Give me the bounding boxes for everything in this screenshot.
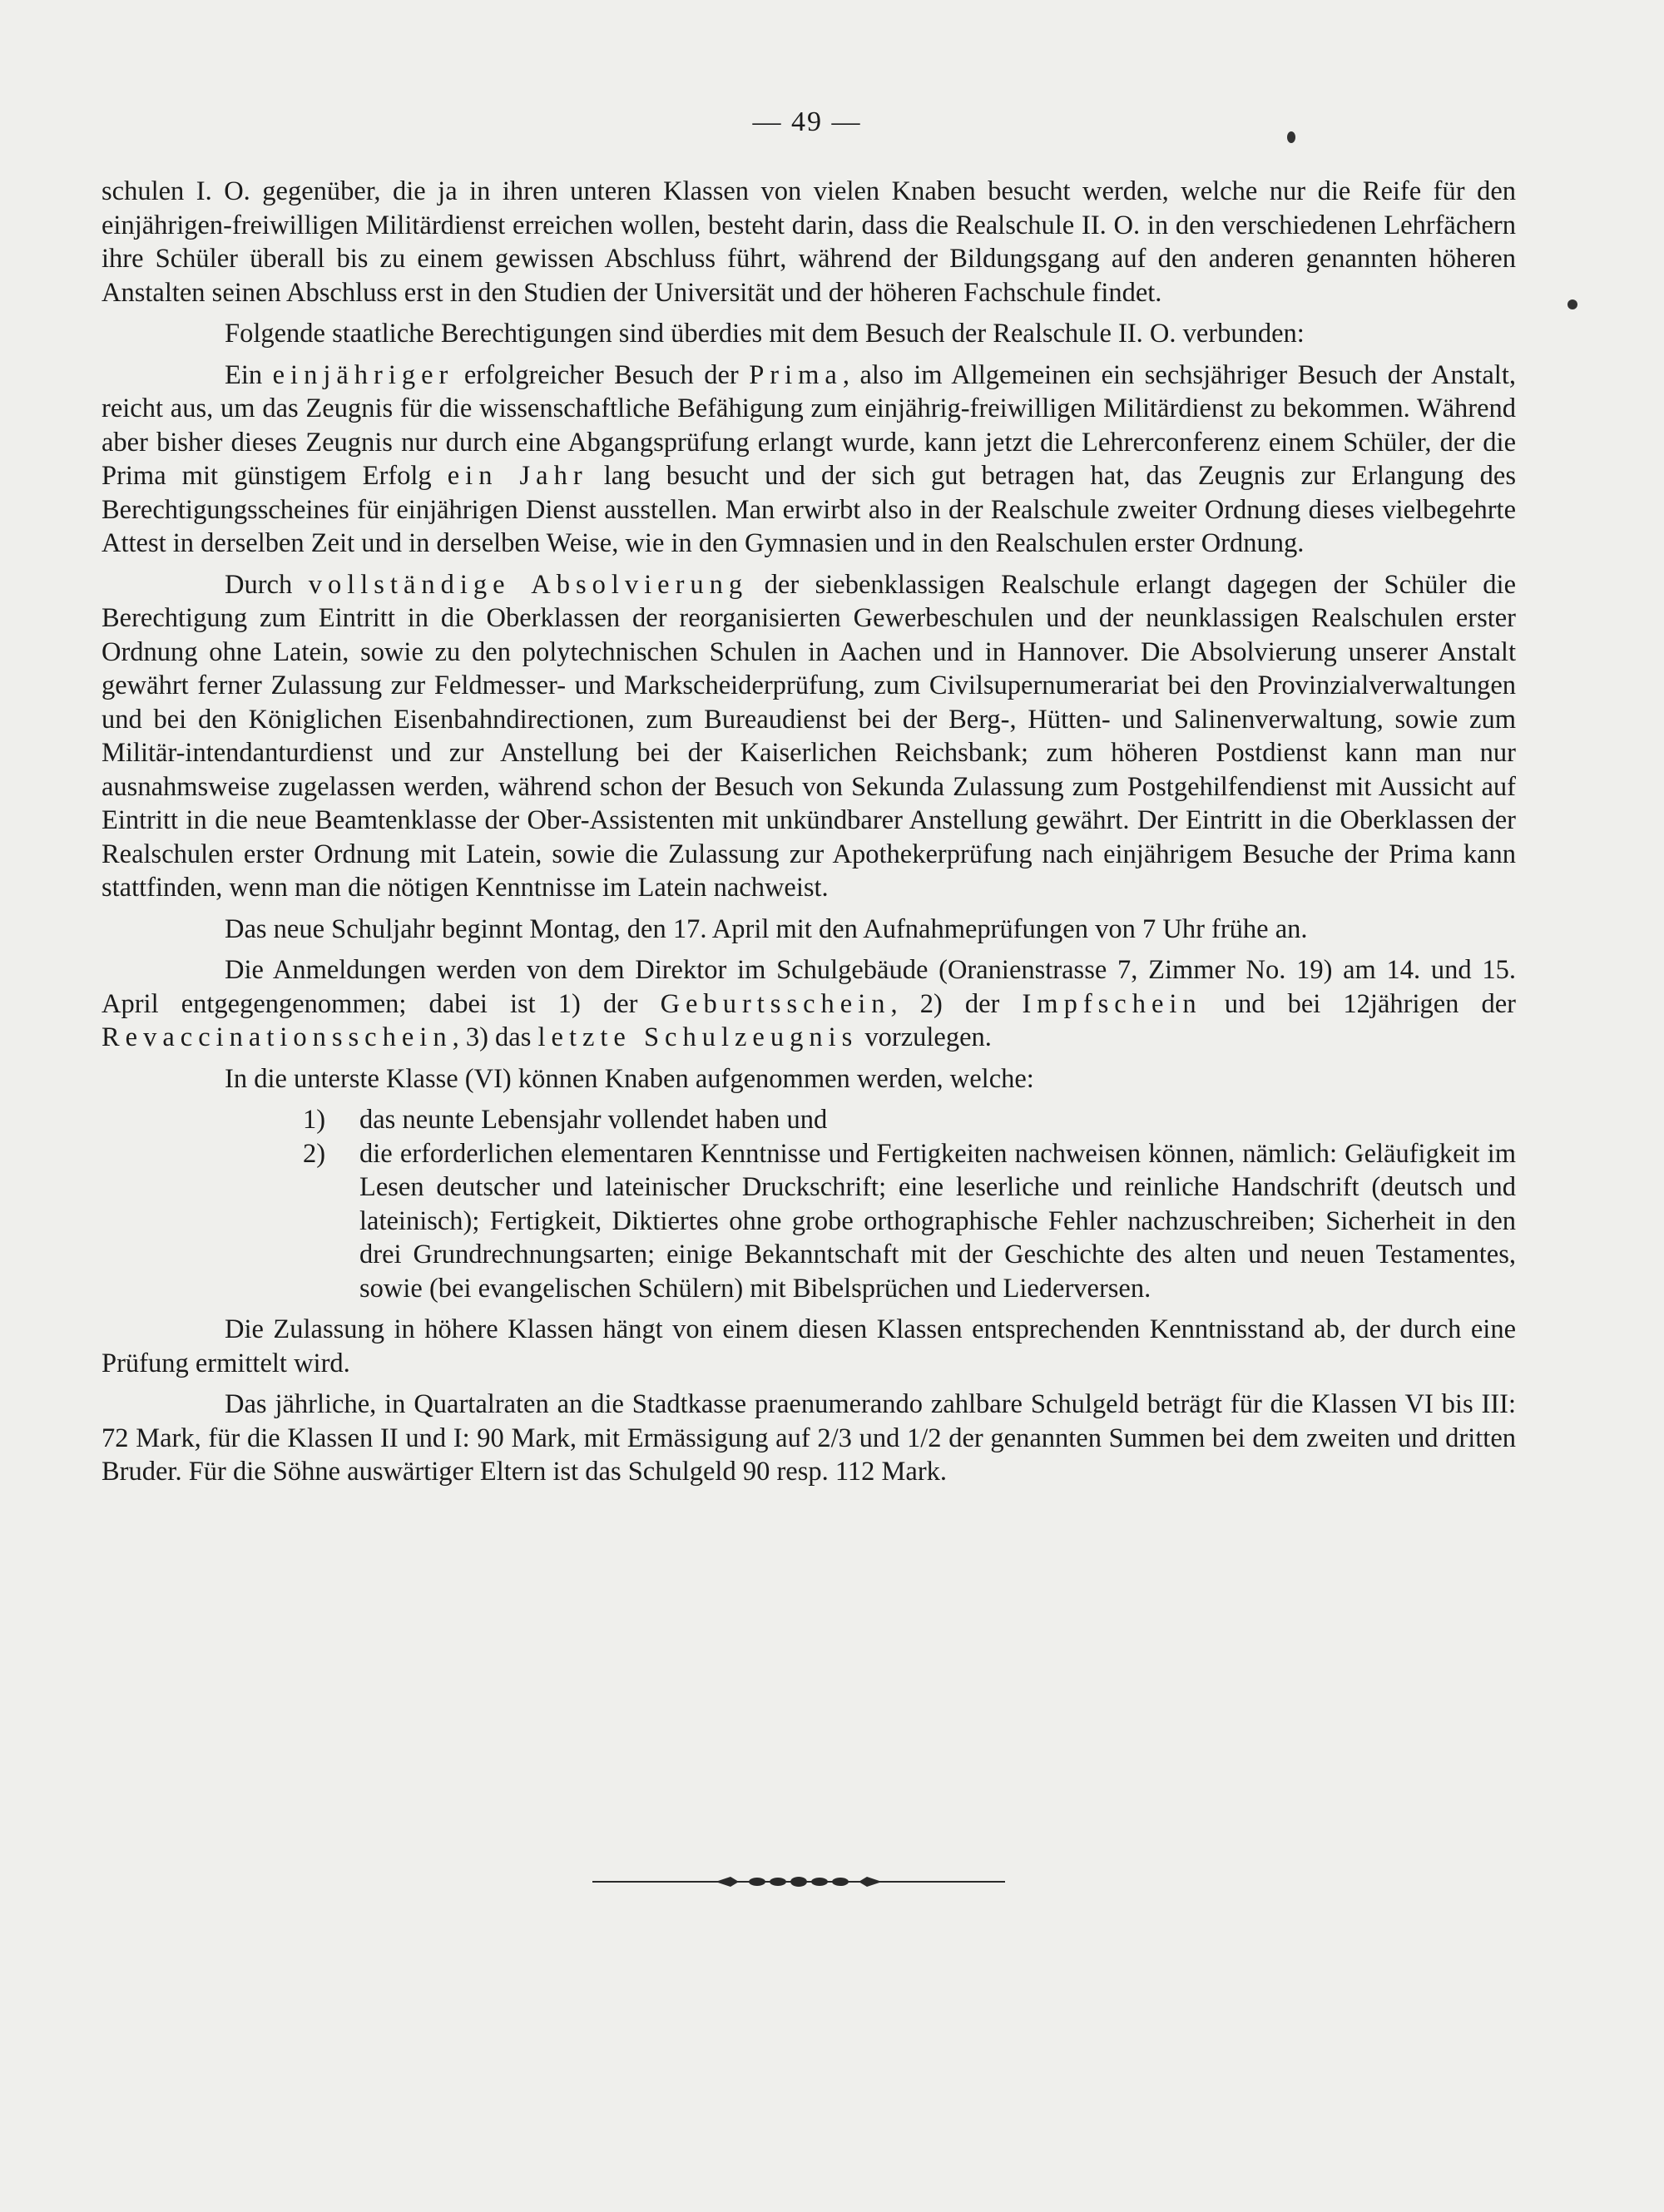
text-run: erfolgreicher Besuch der (453, 359, 750, 390)
fraction: 2/3 (817, 1423, 852, 1453)
text-run: , also im Allgemeinen ein sechsjähriger Besuch der Anstalt, reicht aus, um das Zeugnis für die wissenschaftliche Befähigung zum einjährig-freiwilligen Militärdienst zu bekommen. Während aber bisher dieses Zeugnis nur durch eine Abgangsprüfung erlangt wurde, kann jetzt die Lehrerconferenz einem Schüler, der die Prima mit günstigem Erfolg (102, 359, 1516, 491)
list-item (102, 1103, 1516, 1137)
spaced-emphasis: vollständige Absolvierung (308, 569, 749, 600)
text-run: Durch (225, 569, 309, 600)
ink-speck (1567, 299, 1577, 309)
text-run: der siebenklassigen Realschule erlangt dagegen der Schüler die Berechtigung zum Eintritt in die Oberklassen der reorganisierten Gewerbeschulen und der neunklassigen Realschulen erster Ordnung ohne Latein, sowie zu den polytechnischen Schulen in Aachen und in Hannover. Die Absolvierung unserer Anstalt gewährt ferner Zulassung zur Feldmesser- und Markscheiderprüfung, zum Civilsupernumerariat bei den Provinzialverwaltungen und bei den Königlichen Eisenbahndirectionen, zum Bureaudienst bei der Berg-, Hütten- und Salinenverwaltung, sowie zum Militär-intendanturdienst und zur Anstellung bei der Kaiserlichen Reichsbank; zum höheren Postdienst kann man nur ausnahmsweise zugelassen werden, während schon der Besuch von Sekunda Zulassung zum Postgehilfendienst mit Aussicht auf Eintritt in die neue Beamtenklasse der Ober-Assistenten mit unkündbarer Anstellung gewährt. Der Eintritt in die Oberklassen der Realschulen erster Ordnung mit Latein, sowie die Zulassung zur Apothekerprüfung nach einjährigem Besuche der Prima kann stattfinden, wenn man die nötigen Kenntnisse im Latein nachweist. (102, 569, 1517, 903)
text-run: der genannten Summen bei dem zweiten und dritten Bruder. Für die Söhne auswärtiger Eltern ist das Schulgeld 90 resp. 112 Mark. (102, 1423, 1517, 1487)
spaced-emphasis: Impfschein (1022, 988, 1202, 1019)
text-run: Ein (225, 359, 273, 390)
list-item-text: die erforderlichen elementaren Kenntnisse und Fertigkeiten nachweisen können, nämlich: Geläufigkeit im Lesen deutscher und lateinischer Druckschrift; eine leserliche und reinliche Handschrift (deutsch und lateinisch); Fertigkeit, Diktiertes ohne grobe orthographische Fehler nachzuschreiben; Sicherheit in den drei Grundrechnungsarten; einige Bekanntschaft mit der Geschichte des alten und neuen Testamentes, sowie (bei evangelischen Schülern) mit Bibelsprüchen und Liederversen. (359, 1138, 1516, 1304)
text-run: , 3) das (452, 1022, 538, 1052)
paragraph-einjaehriger-besuch (102, 359, 1516, 561)
text-run: und bei 12jährigen der (1201, 988, 1516, 1019)
paragraph-berechtigungen-intro: Folgende staatliche Berechtigungen sind überdies mit dem Besuch der Realschule II. O. verbunden: (225, 319, 1305, 349)
spaced-emphasis: Geburtsschein (660, 988, 891, 1019)
ink-speck (1287, 131, 1295, 143)
admission-requirements-list (102, 1103, 1516, 1305)
paragraph-schuljahr: Das neue Schuljahr beginnt Montag, den 17. April mit den Aufnahmeprüfungen von 7 Uhr frühe an. (225, 913, 1308, 944)
text-run: vorzulegen. (858, 1022, 992, 1052)
list-marker: 2) (303, 1138, 326, 1169)
paragraph-continued: schulen I. O. gegenüber, die ja in ihren unteren Klassen von vielen Knaben besucht werden, welche nur die Reife für den einjährigen-freiwilligen Militärdienst erreichen wollen, besteht darin, dass die Realschule II. O. in den verschiedenen Lehrfächern ihre Schüler überall bis zu einem gewissen Abschluss führt, während der Bildungsgang auf den anderen genannten höheren Anstalten seinen Abschluss erst in den Studien der Universität und der höheren Fachschule findet. (102, 176, 1516, 308)
paragraph-absolvierung (102, 568, 1516, 905)
closing-ornament (591, 1872, 1007, 1892)
paragraph-zulassung: Die Zulassung in höhere Klassen hängt von einem diesen Klassen entsprechenden Kenntnisstand ab, der durch eine Prüfung ermittelt wird. (102, 1314, 1516, 1378)
spaced-emphasis: Prima (749, 359, 843, 390)
text-run: Das jährliche, in Quartalraten an die Stadtkasse praenumerando zahlbare Schulgeld beträgt für die Klassen VI bis III: 72 Mark, für die Klassen II und I: 90 Mark, mit Ermässigung auf (102, 1389, 1516, 1453)
fraction: 1/2 (907, 1423, 942, 1453)
spaced-emphasis: einjähriger (272, 359, 454, 390)
spaced-emphasis: letzte Schulzeugnis (537, 1022, 859, 1052)
paragraph-aufnahme: In die unterste Klasse (VI) können Knaben aufgenommen werden, welche: (225, 1063, 1034, 1094)
body-text (102, 175, 1516, 1497)
text-run: und (851, 1423, 908, 1453)
page-number: — 49 — (752, 106, 862, 137)
list-marker: 1) (303, 1105, 326, 1135)
text-run: , 2) der (890, 988, 1023, 1019)
text-run: lang besucht und der sich gut betragen hat, das Zeugnis zur Erlangung des Berechtigungsscheines für einjährigen Dienst ausstellen. Man erwirbt also in der Realschule zweiter Ordnung dieses vielbegehrte Attest in derselben Zeit und in derselben Weise, wie in den Gymnasien und in den Realschulen erster Ordnung. (102, 461, 1516, 558)
list-item (102, 1137, 1516, 1306)
spaced-emphasis: ein Jahr (447, 461, 588, 491)
spaced-emphasis: Revaccinationsschein (102, 1022, 453, 1052)
paragraph-schulgeld (102, 1388, 1516, 1489)
list-item-text: das neunte Lebensjahr vollendet haben und (359, 1105, 828, 1135)
text-run: Die Anmeldungen werden von dem Direktor im Schulgebäude (Oranienstrasse 7, Zimmer No. 19) am 14. und 15. April entgegengenommen; dabei ist 1) der (102, 955, 1516, 1019)
paragraph-anmeldungen (102, 953, 1516, 1055)
